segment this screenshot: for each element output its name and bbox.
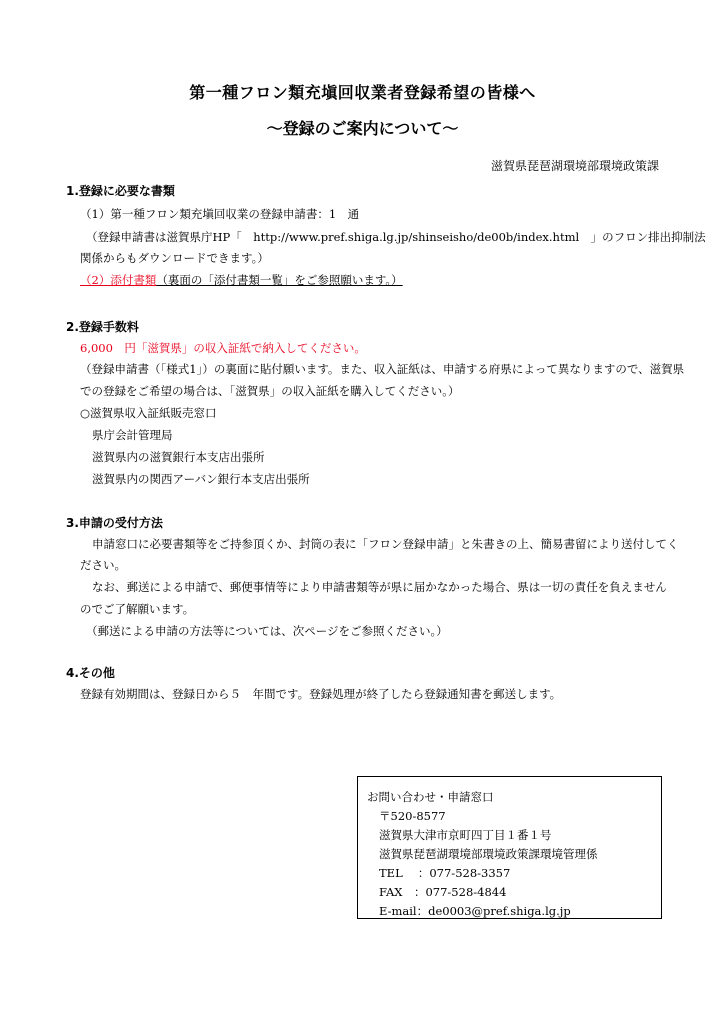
section3-heading: 3.申請の受付方法 xyxy=(66,516,163,530)
sales-item-2: 滋賀県内の滋賀銀行本支店出張所 xyxy=(92,450,265,464)
section3-para2-line2: のでご了解願います。 xyxy=(80,602,195,616)
contact-email-link[interactable]: E-mail：de0003@pref.shiga.lg.jp xyxy=(379,904,571,918)
section2-note-line2: での登録をご希望の場合は、「滋賀県」の収入証紙を購入してください。） xyxy=(80,384,460,398)
fee-line: 6,000 円「滋賀県」の収入証紙で納入してください。 xyxy=(80,341,366,355)
section1-note-line2: 関係からもダウンロードできます。） xyxy=(80,251,269,265)
page-title: 第一種フロン類充塡回収業者登録希望の皆様へ xyxy=(189,83,536,102)
contact-title: お問い合わせ・申請窓口 xyxy=(367,790,494,804)
sales-heading: ○滋賀県収入証紙販売窓口 xyxy=(80,406,217,420)
section3-para1-line1: 申請窓口に必要書類等をご持参頂くか、封筒の表に「フロン登録申請」と朱書きの上、簡易書留により送付してく xyxy=(92,537,679,551)
section1-note-line1: （登録申請書は滋賀県庁HP「 http://www.pref.shiga.lg.jp/shinseisho/de00b/index.html 」のフロン排出抑制法 xyxy=(86,230,706,244)
contact-tel: TEL ：077‐528‐3357 xyxy=(379,866,511,880)
section4-text: 登録有効期間は、登録日から５ 年間です。登録処理が終了したら登録通知書を郵送します。 xyxy=(80,687,562,701)
contact-postal: 〒520‐8577 xyxy=(379,809,446,823)
department-name: 滋賀県琵琶湖環境部環境政策課 xyxy=(490,159,659,173)
section2-heading: 2.登録手数料 xyxy=(66,320,139,334)
section2-note-line1: （登録申請書（「様式1」）の裏面に貼付願います。また、収入証紙は、申請する府県によって異なりますので、滋賀県 xyxy=(80,362,685,376)
section4-heading: 4.その他 xyxy=(66,666,115,680)
attachment-label: （2）添付書類 xyxy=(80,273,157,287)
contact-address: 滋賀県大津市京町四丁目１番１号 xyxy=(379,828,552,842)
contact-office: 滋賀県琵琶湖環境部環境政策課環境管理係 xyxy=(379,847,598,861)
contact-fax: FAX ：077‐528‐4844 xyxy=(379,885,507,899)
section3-para1-line2: ださい。 xyxy=(80,558,126,572)
sales-item-3: 滋賀県内の関西アーバン銀行本支店出張所 xyxy=(92,472,310,486)
section1-heading: 1.登録に必要な書類 xyxy=(66,184,175,198)
attachment-note: （裏面の「添付書類一覧」をご参照願います。） xyxy=(156,273,403,287)
contact-box xyxy=(357,776,662,919)
section1-item1: （1）第一種フロン類充塡回収業の登録申請書：1 通 xyxy=(80,207,360,221)
page-subtitle: ～登録のご案内について～ xyxy=(266,119,459,138)
sales-item-1: 県庁会計管理局 xyxy=(92,428,173,442)
section1-item2 xyxy=(80,272,403,288)
section3-para3: （郵送による申請の方法等については、次ページをご参照ください。） xyxy=(86,624,448,638)
section3-para2-line1: なお、郵送による申請で、郵便事情等により申請書類等が県に届かなかった場合、県は一切の責任を負えません xyxy=(92,580,667,594)
